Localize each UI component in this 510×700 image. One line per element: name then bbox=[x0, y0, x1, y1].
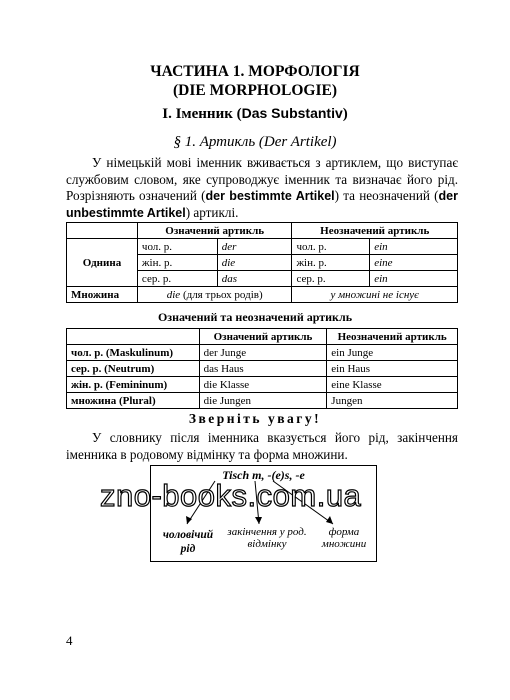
header-definite: Означений артикль bbox=[199, 329, 327, 345]
table-row bbox=[67, 377, 458, 393]
ending-caption-line2: відмінку bbox=[247, 538, 287, 550]
table-row bbox=[67, 239, 458, 255]
plural-label: Множина bbox=[67, 287, 138, 303]
gender-cell: сер. р. bbox=[292, 271, 370, 287]
chapter-german: Das Substantiv bbox=[241, 105, 343, 121]
plural-caption-line2: множини bbox=[321, 538, 367, 550]
section-prefix: § 1. Артикль ( bbox=[173, 134, 264, 150]
plural-caption bbox=[314, 526, 374, 550]
gender-table-header bbox=[67, 329, 458, 345]
intro-bold-2: der unbestimmte Artikel bbox=[66, 189, 458, 220]
gender-label: множина (Plural) bbox=[67, 393, 200, 409]
indefinite-example: ein Junge bbox=[327, 345, 458, 361]
definite-example: der Junge bbox=[199, 345, 327, 361]
intro-bold-1: der bestimmte Artikel bbox=[205, 189, 335, 203]
definite-article-cell: die bbox=[217, 255, 292, 271]
plural-definite-cell bbox=[137, 287, 292, 303]
gender-cell: чол. р. bbox=[137, 239, 217, 255]
dictionary-entry: Tisch m, -(e)s, -e bbox=[222, 468, 305, 482]
chapter-prefix: I. Іменник ( bbox=[162, 106, 242, 122]
empty-corner bbox=[67, 223, 138, 239]
definite-article-cell: das bbox=[217, 271, 292, 287]
definite-example: das Haus bbox=[199, 361, 327, 377]
gender-table bbox=[66, 328, 458, 409]
gender-caption-line2: рід bbox=[180, 543, 196, 555]
intro-text-3: ) артиклі. bbox=[185, 204, 239, 220]
gender-caption-line1: чоловічий bbox=[162, 529, 214, 541]
article-table-header bbox=[67, 223, 458, 239]
plural-definite-word: die bbox=[166, 288, 181, 301]
section-german: Der Artikel bbox=[263, 134, 332, 150]
definite-example: die Klasse bbox=[199, 377, 327, 393]
intro-paragraph bbox=[66, 155, 458, 221]
chapter-suffix: ) bbox=[342, 106, 348, 122]
singular-label: Однина bbox=[67, 239, 138, 287]
attention-text: У словнику після іменника вказується його рід, закінчення іменника в родовому відмінку та форма множини. bbox=[66, 430, 458, 462]
plural-caption-line1: форма bbox=[328, 526, 360, 538]
empty-corner bbox=[67, 329, 200, 345]
article-table bbox=[66, 222, 458, 303]
gender-cell: жін. р. bbox=[292, 255, 370, 271]
indefinite-example: Jungen bbox=[327, 393, 458, 409]
intro-text-2: ) та неозначений ( bbox=[334, 188, 439, 203]
gender-caption bbox=[155, 528, 221, 556]
gender-cell: чол. р. bbox=[292, 239, 370, 255]
plural-definite-note: (для трьох родів) bbox=[180, 288, 263, 301]
attention-title: Зверніть увагу! bbox=[188, 411, 322, 426]
header-indefinite: Неозначений артикль bbox=[292, 223, 458, 239]
section-suffix: ) bbox=[331, 134, 337, 150]
gender-label: чол. р. (Maskulinum) bbox=[67, 345, 200, 361]
plural-indefinite-cell: у множині не існує bbox=[292, 287, 458, 303]
intro-text-1: У німецькій мові іменник вживається з артиклем, що виступає службовим словом, яке супроводжує іменник та визначає його рід. Розрізняють означений ( bbox=[66, 155, 458, 203]
indefinite-example: ein Haus bbox=[327, 361, 458, 377]
indefinite-article-cell: ein bbox=[370, 239, 458, 255]
arrowhead-ending bbox=[255, 517, 262, 524]
definite-example: die Jungen bbox=[199, 393, 327, 409]
indefinite-article-cell: ein bbox=[370, 271, 458, 287]
table-row bbox=[67, 345, 458, 361]
ending-caption-line1: закінчення у род. bbox=[227, 526, 307, 538]
indefinite-example: eine Klasse bbox=[327, 377, 458, 393]
page-number: 4 bbox=[66, 633, 73, 648]
gender-cell: жін. р. bbox=[137, 255, 217, 271]
watermark: zno-books.com.ua bbox=[100, 478, 362, 513]
definite-article-cell: der bbox=[217, 239, 292, 255]
table-row bbox=[67, 361, 458, 377]
gender-label: сер. р. (Neutrum) bbox=[67, 361, 200, 377]
table2-title: Означений та неозначений артикль bbox=[157, 310, 353, 324]
part-title-line2: (DIE MORPHOLOGIE) bbox=[172, 82, 338, 99]
table-row bbox=[67, 287, 458, 303]
section-heading bbox=[0, 134, 510, 151]
part-title bbox=[0, 62, 510, 100]
gender-label: жін. р. (Femininum) bbox=[67, 377, 200, 393]
part-title-line1: ЧАСТИНА 1. МОРФОЛОГІЯ bbox=[150, 63, 360, 80]
gender-cell: сер. р. bbox=[137, 271, 217, 287]
header-definite: Означений артикль bbox=[137, 223, 292, 239]
header-indefinite: Неозначений артикль bbox=[327, 329, 458, 345]
table-row bbox=[67, 393, 458, 409]
chapter-heading bbox=[0, 105, 510, 123]
indefinite-article-cell: eine bbox=[370, 255, 458, 271]
ending-caption bbox=[221, 526, 313, 550]
